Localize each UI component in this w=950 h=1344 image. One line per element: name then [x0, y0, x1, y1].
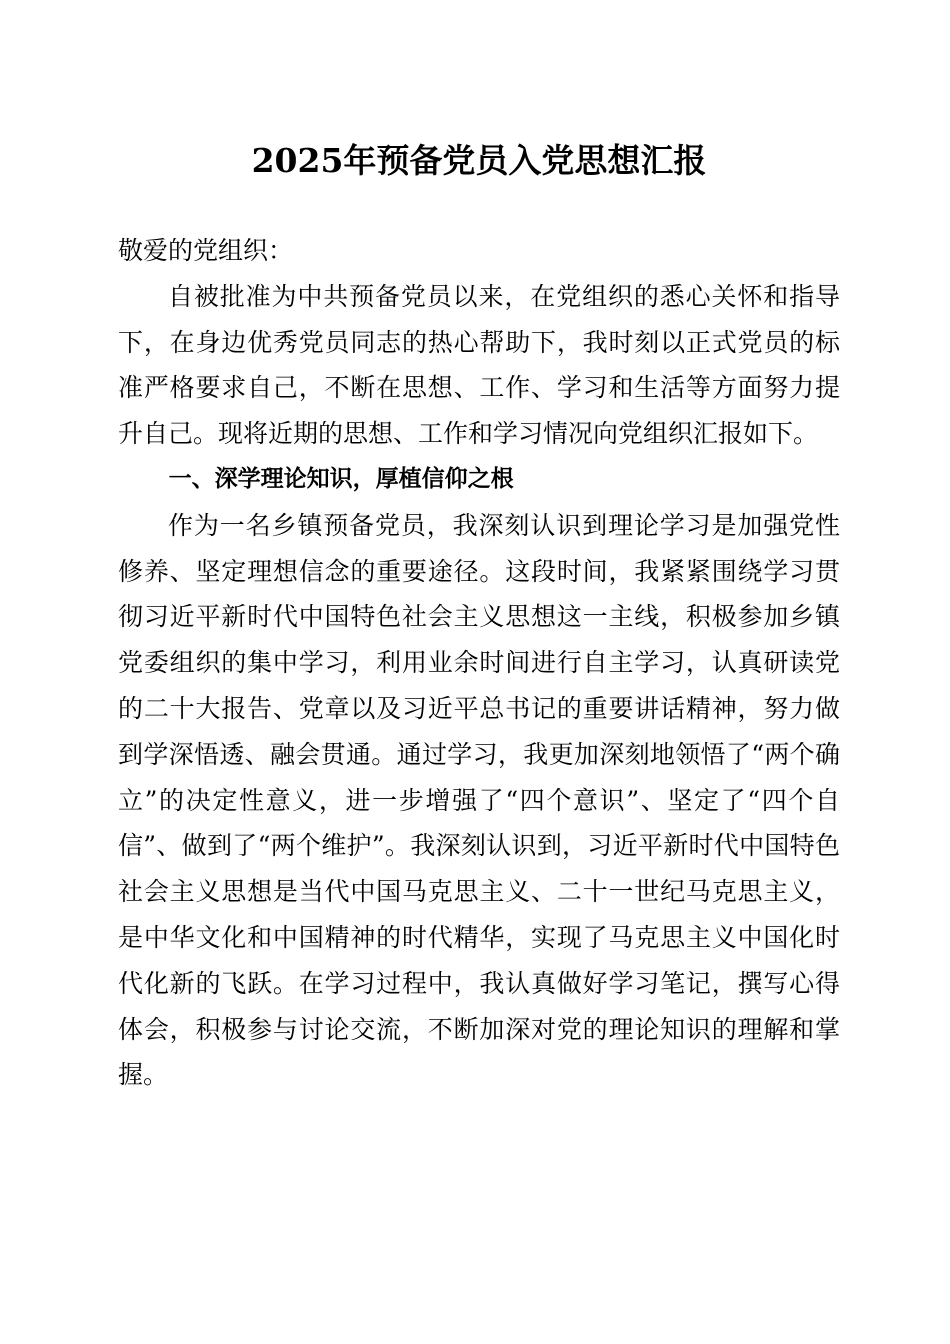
intro-paragraph: 自被批准为中共预备党员以来，在党组织的悉心关怀和指导下，在身边优秀党员同志的热心帮助下，我时刻以正式党员的标准严格要求自己，不断在思想、工作、学习和生活等方面努力提升自己。现将近期的思想、工作和学习情况向党组织汇报如下。 [118, 281, 840, 449]
document-body [118, 228, 840, 1098]
document-title: 2025年预备党员入党思想汇报 [251, 141, 707, 180]
section-paragraph-1: 作为一名乡镇预备党员，我深刻认识到理论学习是加强党性修养、坚定理想信念的重要途径。这段时间，我紧紧围绕学习贯彻习近平新时代中国特色社会主义思想这一主线，积极参加乡镇党委组织的集中学习，利用业余时间进行自主学习，认真研读党的二十大报告、党章以及习近平总书记的重要讲话精神，努力做到学深悟透、融会贯通。通过学习，我更加深刻地领悟了“两个确立”的决定性意义，进一步增强了“四个意识”、坚定了“四个自信”、做到了“两个维护”。我深刻认识到，习近平新时代中国特色社会主义思想是当代中国马克思主义、二十一世纪马克思主义，是中华文化和中国精神的时代精华，实现了马克思主义中国化时代化新的飞跃。在学习过程中，我认真做好学习笔记，撰写心得体会，积极参与讨论交流，不断加深对党的理论知识的理解和掌握。 [118, 510, 840, 1090]
salutation: 敬爱的党组织： [118, 236, 294, 265]
section-heading-1: 一、深学理论知识，厚植信仰之根 [168, 465, 514, 492]
